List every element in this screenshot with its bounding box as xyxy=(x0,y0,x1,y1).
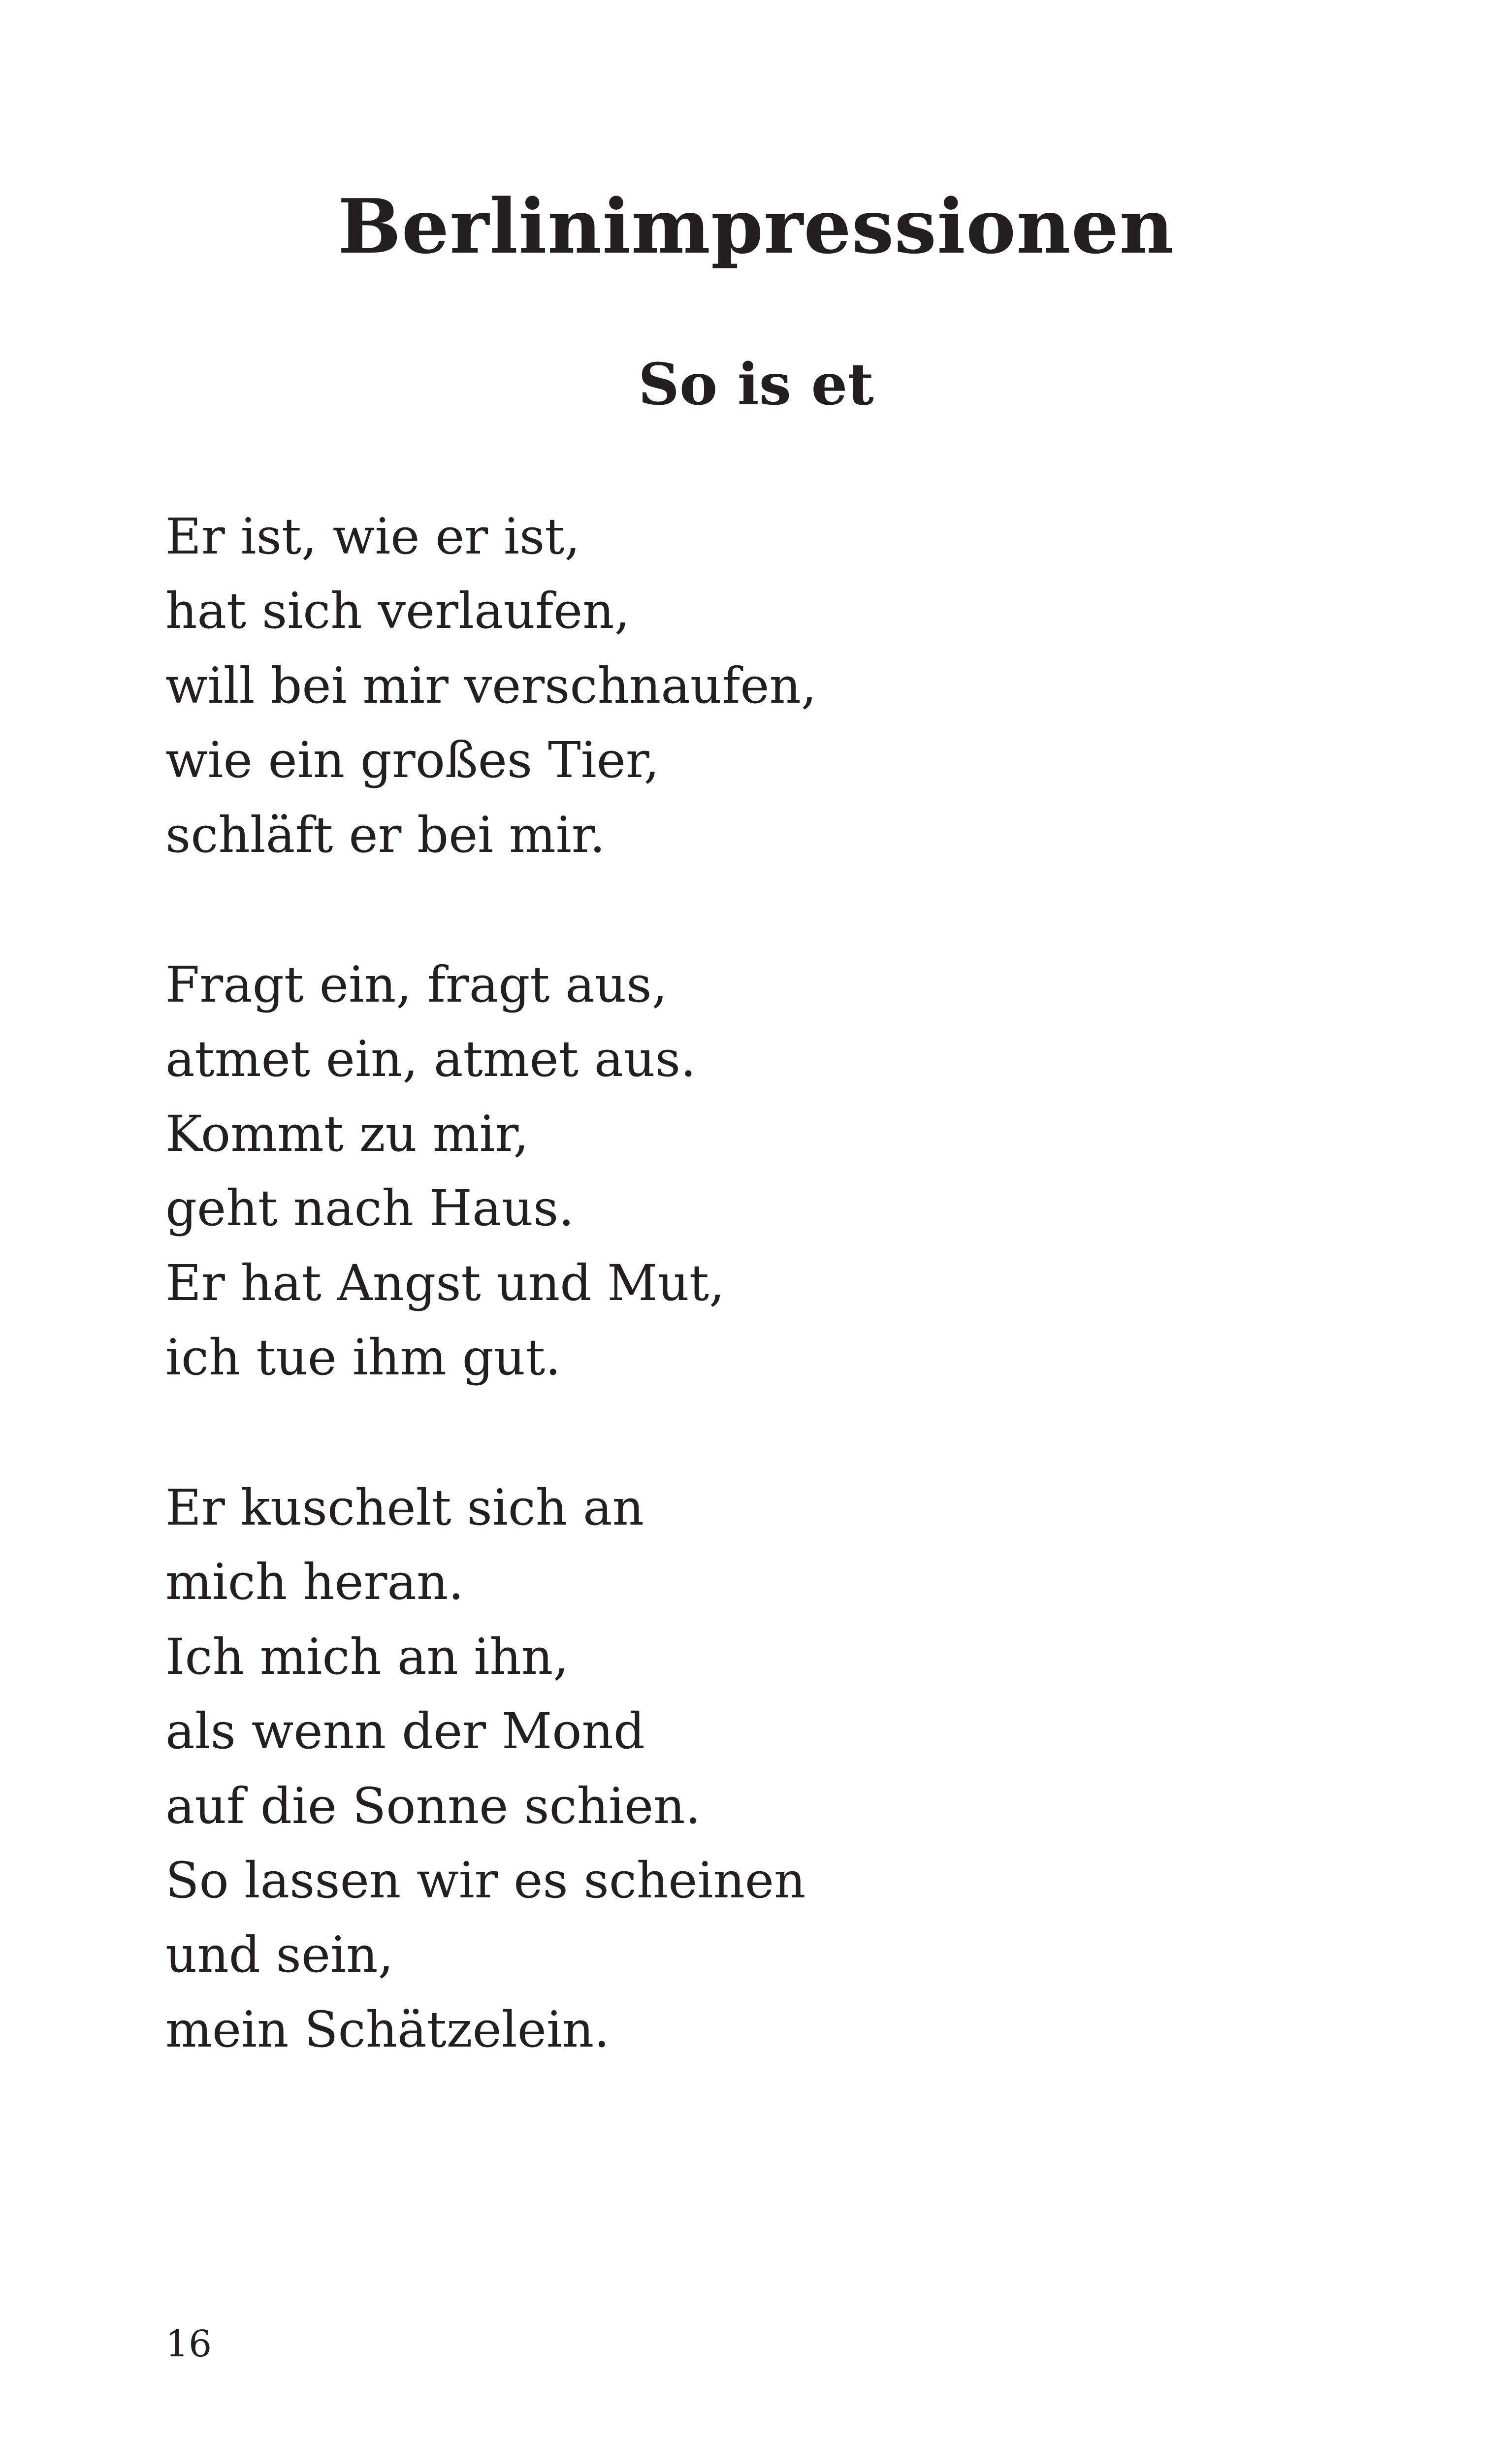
poem-line: So lassen wir es scheinen xyxy=(165,1851,806,1909)
poem-line: Er ist, wie er ist, xyxy=(165,508,580,565)
chapter-title: Berlinimpressionen xyxy=(338,182,1174,270)
stanza-2 xyxy=(165,947,725,1395)
poem-line: atmet ein, atmet aus. xyxy=(165,1030,696,1088)
poem-title: So is et xyxy=(638,351,874,418)
page-number: 16 xyxy=(165,2323,212,2365)
poem-line: auf die Sonne schien. xyxy=(165,1777,701,1835)
stanza-3 xyxy=(165,1470,805,2067)
poem-line: ich tue ihm gut. xyxy=(165,1328,561,1386)
poem-line: will bei mir verschnaufen, xyxy=(165,656,817,715)
stanza-1 xyxy=(165,499,817,872)
poem-line: hat sich verlaufen, xyxy=(165,582,630,640)
poem-line: Kommt zu mir, xyxy=(165,1105,529,1163)
poem-line: Fragt ein, fragt aus, xyxy=(165,956,668,1013)
poem-line: geht nach Haus. xyxy=(165,1179,575,1238)
poem-line: wie ein großes Tier, xyxy=(165,731,660,789)
poem-line: Er hat Angst und Mut, xyxy=(165,1254,725,1312)
poem-line: und sein, xyxy=(165,1926,394,1984)
poem-line: Er kuschelt sich an xyxy=(165,1479,644,1536)
poem-line: schläft er bei mir. xyxy=(165,806,606,864)
poem-line: mich heran. xyxy=(165,1553,464,1611)
poem-line: mein Schätzelein. xyxy=(165,2000,610,2058)
poem-line: Ich mich an ihn, xyxy=(165,1628,569,1686)
poem-line: als wenn der Mond xyxy=(165,1702,645,1760)
